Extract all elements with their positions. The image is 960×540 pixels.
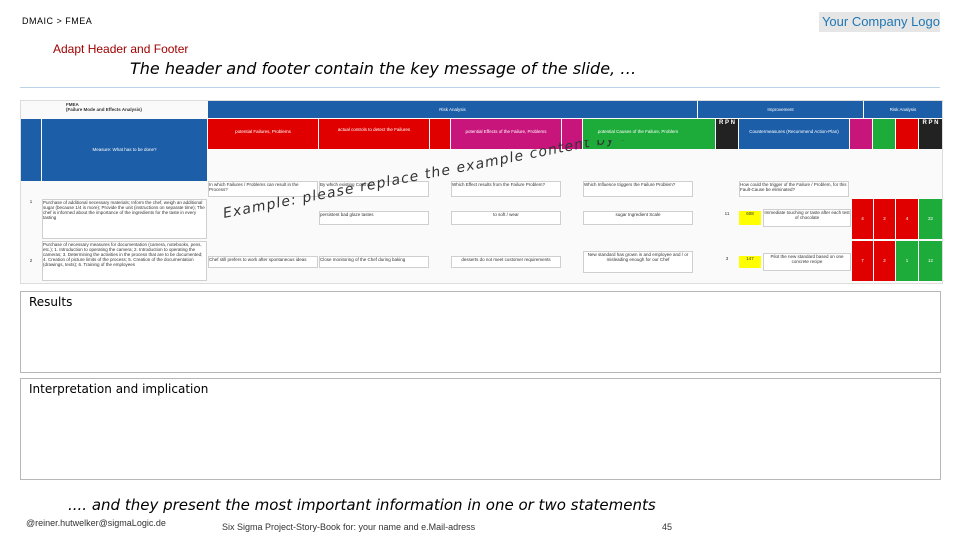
section-risk-analysis-2: Risk Analysis	[864, 101, 942, 118]
row-2-cause: New standard has grown in and employee and / or misleading enough for our Chef	[583, 251, 693, 273]
row-2-rpn-highlight: 147	[739, 256, 761, 268]
results-box[interactable]	[20, 291, 941, 373]
col-header-detection	[430, 119, 450, 149]
results-label: Results	[29, 295, 73, 309]
interpretation-box[interactable]	[20, 378, 941, 480]
question-effects: Which Effect results from the Failure Problem?	[451, 181, 561, 197]
question-failures: In which Failures / Problems can result in the Process?	[208, 181, 318, 197]
col-header-controls: actual controls to detect the Failures	[319, 119, 429, 149]
row-1-rpn-highlight: 608	[739, 211, 761, 225]
section-risk-analysis: Risk Analysis	[208, 101, 697, 118]
header-divider	[20, 87, 940, 88]
adapt-header-note: Adapt Header and Footer	[53, 42, 189, 56]
fmea-title: FMEA	[66, 102, 79, 107]
col-header-rpn-2: R P N	[919, 119, 942, 149]
row-1-control: persistent bad glaze tastes	[319, 211, 429, 225]
row-2-control: Close monitoring of the Chef during baking	[319, 256, 429, 268]
row-2-action: Pilot the new standard based on one concrete recipe	[763, 253, 851, 271]
measure-header: Measure: What has to be done?	[42, 119, 207, 181]
row-2-score-severity: 7	[852, 241, 873, 281]
interpretation-label: Interpretation and implication	[29, 382, 209, 396]
row-2-failure: Chef still prefers to work after spontaneous ideas	[208, 256, 318, 268]
row-2-score-rpn: 12	[919, 241, 942, 281]
company-logo-placeholder: Your Company Logo	[819, 12, 940, 32]
key-message: The header and footer contain the key message of the slide, …	[130, 59, 637, 78]
row-2-rpn: 3	[725, 256, 729, 261]
row-label-header	[21, 119, 41, 181]
row-2-measure: Purchase of necessary measures for documentation (camera, notebooks, pens, etc.); 1. Introduction to operating the camera; 2. Introduction to operating the cameras; 3. Determining the activities in the process that are to be documented; 4. Creation of picture limits of the process; 5. Creation of the documentation (drawings, texts); 6. Training of the employees	[42, 241, 207, 281]
row-1-effect: to soft / wear	[451, 211, 561, 225]
row-1-cause: sugar Ingredient Scale	[583, 211, 693, 225]
fmea-title-block	[66, 102, 206, 120]
footer-message: .... and they present the most important information in one or two statements	[68, 496, 656, 514]
col-header-probability	[693, 119, 715, 149]
fmea-table	[20, 100, 943, 284]
row-1-score-rpn: 32	[919, 199, 942, 239]
col-header-severity	[562, 119, 582, 149]
row-2-effect: desserts do not meet customer requirements	[451, 256, 561, 268]
footer-email: @reiner.hutwelker@sigmaLogic.de	[26, 518, 166, 528]
col-header-countermeasures: Countermeasures (Recommend Action-Plan)	[739, 119, 849, 149]
row-1-rpn: 11	[724, 211, 730, 216]
col-header-causes: potential Causes of the Failure, Problem	[583, 119, 693, 149]
fmea-subtitle: (Failure Mode and Effects Analysis)	[66, 107, 142, 112]
row-1-action: Immediate touching or taste after each test of chocolate	[763, 209, 851, 227]
section-improvement: Improvement	[698, 101, 863, 118]
col-header-detection-2	[896, 119, 918, 149]
row-2-num: 2	[29, 258, 33, 263]
row-1-score-probability: 2	[874, 199, 895, 239]
row-2-score-probability: 2	[874, 241, 895, 281]
question-controls: By which existing Controls...	[319, 181, 429, 197]
col-header-severity-2	[850, 119, 872, 149]
row-1-num: 1	[29, 199, 33, 204]
page-number: 45	[662, 522, 673, 532]
footer-story-book: Six Sigma Project-Story-Book for: your name and e.Mail-adress	[222, 522, 476, 532]
breadcrumb: DMAIC > FMEA	[22, 16, 93, 26]
row-1-measure: Purchase of additional necessary materials; Inform the chef, weigh an additional sugar (because 1/4 is more); Provide the unit (instructions on separate time); The chef is informed about the importance of the ingredients for the taste in every tasting	[42, 199, 207, 239]
row-1-score-detection: 4	[896, 199, 918, 239]
question-causes: Which Influence triggers the Failure Problem?	[583, 181, 693, 197]
col-header-failures: potential Failures, Problems	[208, 119, 318, 149]
col-header-probability-2	[873, 119, 895, 149]
row-2-score-detection: 1	[896, 241, 918, 281]
question-countermeasures: How could the trigger of the Failure / Problem, for this Fault-Cause be eliminated?	[739, 181, 849, 197]
row-1-score-severity: 4	[852, 199, 873, 239]
col-header-effects: potential Effects of the Failure, Problems	[451, 119, 561, 149]
col-header-rpn: R P N	[716, 119, 738, 149]
